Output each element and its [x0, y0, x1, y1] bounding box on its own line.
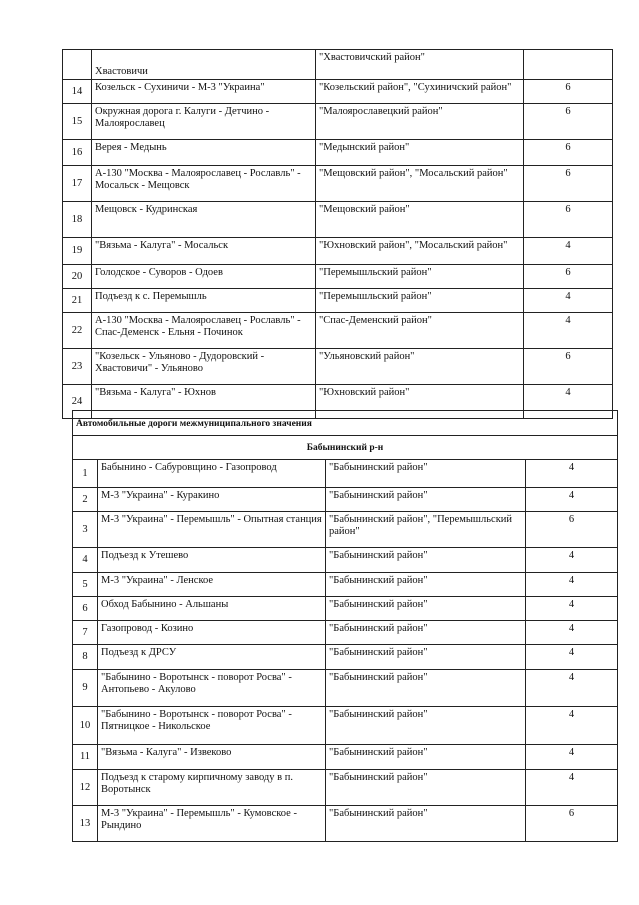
district-name: "Перемышльский район" [316, 289, 524, 313]
district-name: "Медынский район" [316, 140, 524, 166]
district-name: "Бабынинский район" [326, 670, 526, 707]
road-name: Подъезд к старому кирпичному заводу в п. Воротынск [98, 770, 326, 806]
table-row [63, 80, 613, 104]
lane-count: 4 [526, 460, 618, 488]
row-number: 4 [73, 548, 98, 573]
row-number: 20 [63, 265, 92, 289]
district-name: "Бабынинский район" [326, 745, 526, 770]
table-row [63, 349, 613, 385]
table-row [73, 770, 618, 806]
lane-count: 4 [526, 707, 618, 745]
road-name: Мещовск - Кудринская [92, 202, 316, 238]
district-name: "Бабынинский район" [326, 770, 526, 806]
row-number: 7 [73, 621, 98, 645]
lane-count [524, 50, 613, 80]
road-name: А-130 "Москва - Малоярославец - Рославль" - Мосальск - Мещовск [92, 166, 316, 202]
district-name: "Юхновский район", "Мосальский район" [316, 238, 524, 265]
road-name: А-130 "Москва - Малоярославец - Рославль" - Спас-Деменск - Ельня - Починок [92, 313, 316, 349]
road-name: Верея - Медынь [92, 140, 316, 166]
row-number: 13 [73, 806, 98, 842]
table-row [73, 597, 618, 621]
district-name: "Бабынинский район" [326, 488, 526, 512]
road-name: "Бабынино - Воротынск - поворот Росва" - Пятницкое - Никольское [98, 707, 326, 745]
district-name: "Бабынинский район" [326, 460, 526, 488]
row-number: 18 [63, 202, 92, 238]
district-name: "Малоярославецкий район" [316, 104, 524, 140]
district-header-row [73, 436, 618, 460]
table-row [63, 166, 613, 202]
road-name: Бабынино - Сабуровщино - Газопровод [98, 460, 326, 488]
road-name: Подъезд к ДРСУ [98, 645, 326, 670]
road-name: "Вязьма - Калуга" - Мосальск [92, 238, 316, 265]
table-row [63, 202, 613, 238]
section-title: Автомобильные дороги межмуниципального значения [73, 411, 618, 436]
road-name: "Козельск - Ульяново - Дудоровский - Хвастовичи" - Ульяново [92, 349, 316, 385]
district-name: "Бабынинский район" [326, 621, 526, 645]
lane-count: 6 [526, 512, 618, 548]
table-row [73, 488, 618, 512]
road-name: Хвастовичи [92, 50, 316, 80]
district-name: "Бабынинский район" [326, 806, 526, 842]
road-name: Подъезд к Утешево [98, 548, 326, 573]
lane-count: 4 [524, 289, 613, 313]
district-name: "Бабынинский район" [326, 573, 526, 597]
lane-count: 4 [526, 645, 618, 670]
row-number: 8 [73, 645, 98, 670]
row-number: 21 [63, 289, 92, 313]
table-row [73, 460, 618, 488]
row-number: 11 [73, 745, 98, 770]
road-name: М-3 "Украина" - Перемышль" - Опытная станция [98, 512, 326, 548]
row-number: 9 [73, 670, 98, 707]
district-name: "Хвастовичский район" [316, 50, 524, 80]
district-name: "Козельский район", "Сухиничский район" [316, 80, 524, 104]
row-number: 6 [73, 597, 98, 621]
lane-count: 4 [526, 770, 618, 806]
district-title: Бабынинский р-н [73, 436, 618, 460]
road-name: Окружная дорога г. Калуги - Детчино - Малоярославец [92, 104, 316, 140]
lane-count: 4 [526, 597, 618, 621]
district-name: "Перемышльский район" [316, 265, 524, 289]
road-name: М-3 "Украина" - Куракино [98, 488, 326, 512]
lane-count: 4 [526, 670, 618, 707]
district-name: "Бабынинский район", "Перемышльский район" [326, 512, 526, 548]
table-row [73, 621, 618, 645]
district-name: "Ульяновский район" [316, 349, 524, 385]
table-row [73, 707, 618, 745]
lane-count: 6 [524, 140, 613, 166]
row-number: 19 [63, 238, 92, 265]
row-number: 23 [63, 349, 92, 385]
row-number: 16 [63, 140, 92, 166]
row-number [63, 50, 92, 80]
lane-count: 4 [524, 238, 613, 265]
road-name: Газопровод - Козино [98, 621, 326, 645]
table-row [73, 573, 618, 597]
lane-count: 4 [524, 313, 613, 349]
row-number: 17 [63, 166, 92, 202]
row-number: 3 [73, 512, 98, 548]
road-name: "Бабынино - Воротынск - поворот Росва" - Антопьево - Акулово [98, 670, 326, 707]
road-name: Подъезд к с. Перемышль [92, 289, 316, 313]
table-row [73, 745, 618, 770]
district-name: "Юхновский район" [316, 385, 524, 419]
table-row [63, 289, 613, 313]
district-name: "Спас-Деменский район" [316, 313, 524, 349]
table-row [73, 548, 618, 573]
lane-count: 4 [526, 488, 618, 512]
lane-count: 4 [526, 745, 618, 770]
road-name: Голодское - Суворов - Одоев [92, 265, 316, 289]
table-row [73, 512, 618, 548]
row-number: 10 [73, 707, 98, 745]
table-row [63, 50, 613, 80]
row-number: 2 [73, 488, 98, 512]
district-name: "Бабынинский район" [326, 707, 526, 745]
row-number: 14 [63, 80, 92, 104]
lane-count: 6 [524, 265, 613, 289]
district-name: "Бабынинский район" [326, 548, 526, 573]
lane-count: 6 [526, 806, 618, 842]
road-name: М-3 "Украина" - Ленское [98, 573, 326, 597]
roads-table-regional [62, 49, 613, 419]
table-row [73, 806, 618, 842]
row-number: 22 [63, 313, 92, 349]
lane-count: 6 [524, 104, 613, 140]
table-row [73, 645, 618, 670]
row-number: 1 [73, 460, 98, 488]
lane-count: 6 [524, 166, 613, 202]
lane-count: 4 [526, 548, 618, 573]
table-row [63, 238, 613, 265]
table-row [63, 313, 613, 349]
lane-count: 4 [526, 621, 618, 645]
lane-count: 6 [524, 202, 613, 238]
district-name: "Мещовский район" [316, 202, 524, 238]
row-number: 12 [73, 770, 98, 806]
row-number: 5 [73, 573, 98, 597]
district-name: "Мещовский район", "Мосальский район" [316, 166, 524, 202]
row-number: 24 [63, 385, 92, 419]
district-name: "Бабынинский район" [326, 597, 526, 621]
lane-count: 4 [524, 385, 613, 419]
table-row [73, 670, 618, 707]
road-name: "Вязьма - Калуга" - Извеково [98, 745, 326, 770]
section-header-row [73, 411, 618, 436]
table-row [63, 104, 613, 140]
lane-count: 6 [524, 349, 613, 385]
road-name: М-3 "Украина" - Перемышль" - Кумовское - Рындино [98, 806, 326, 842]
table-row [63, 265, 613, 289]
table-row [63, 140, 613, 166]
roads-table-intermunicipal [72, 410, 618, 842]
road-name: Обход Бабынино - Альшаны [98, 597, 326, 621]
row-number: 15 [63, 104, 92, 140]
lane-count: 4 [526, 573, 618, 597]
district-name: "Бабынинский район" [326, 645, 526, 670]
road-name: "Вязьма - Калуга" - Юхнов [92, 385, 316, 419]
road-name: Козельск - Сухиничи - М-3 "Украина" [92, 80, 316, 104]
lane-count: 6 [524, 80, 613, 104]
